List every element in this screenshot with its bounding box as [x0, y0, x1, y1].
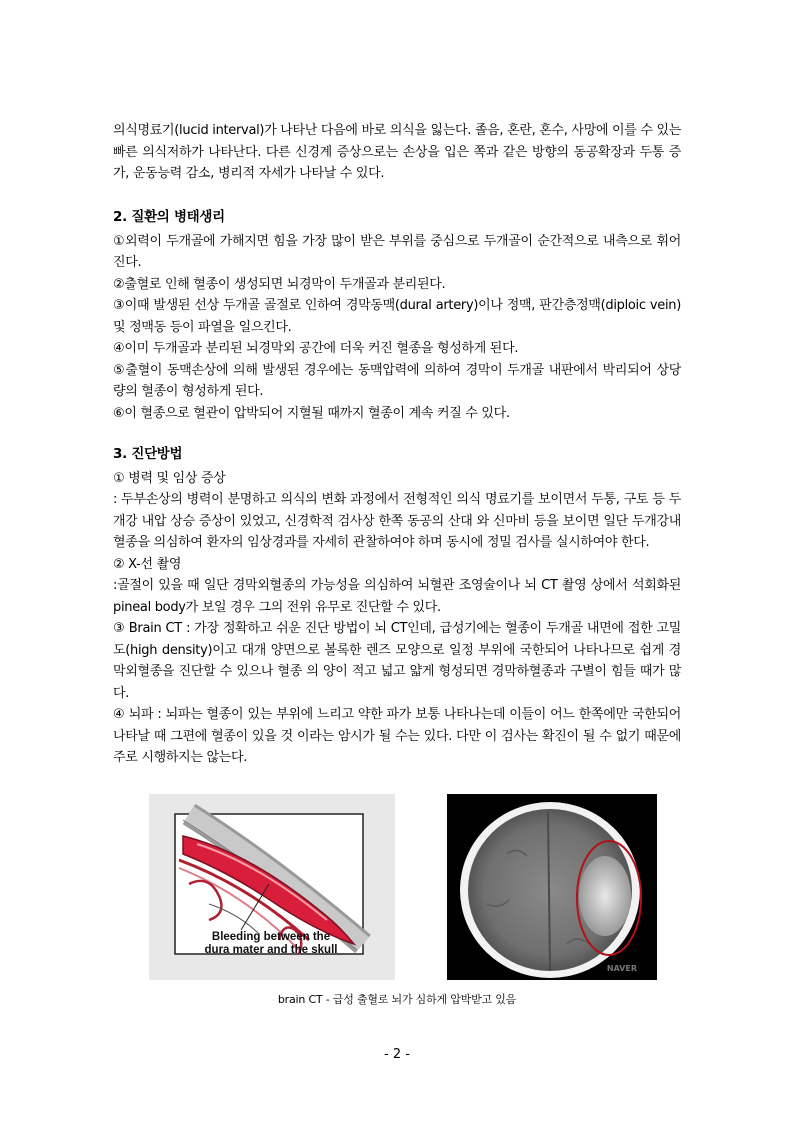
intro-text: 의식명료기(lucid interval)가 나타난 다음에 바로 의식을 잃는다. 졸음, 혼란, 혼수, 사망에 이를 수 있는 빠른 의식저하가 나타난다. 다른 신경계 증상으로는 손상을 입은 쪽과 같은 방향의 동공확장과 두통 증가, 운동능력 감소, 병리적 자세가 나타날 수 있다.: [113, 123, 681, 181]
diagram-label-line1: Bleeding between the: [211, 931, 331, 943]
list-item: ①외력이 두개골에 가해지면 힘을 가장 많이 받은 부위를 중심으로 두개골이 순간적으로 내측으로 휘어진다.: [113, 233, 681, 270]
diagram-svg: [149, 794, 395, 980]
page-number: - 2 -: [384, 1047, 410, 1062]
subsection-text: ③ Brain CT : 가장 정확하고 쉬운 진단 방법이 뇌 CT인데, 급성기에는 혈종이 두개골 내면에 접한 고밀도(high density)이고 대개 양면으로 볼록한 렌즈 모양으로 일정 부위에 국한되어 나타나므로 쉽게 경막외혈종을 진단할 수 있으나 혈종 의 양이 적고 넓고 얇게 형성되면 경막하혈종과 구별이 힘들 때가 많다.: [113, 621, 681, 701]
subsection-title: ① 병력 및 임상 증상: [113, 470, 226, 486]
section-heading: 3. 진단방법: [113, 446, 183, 462]
epidural-hematoma-diagram: [149, 794, 395, 980]
subsection-text: :골절이 있을 때 일단 경막외혈종의 가능성을 의심하여 뇌혈관 조영술이나 뇌 CT 촬영 상에서 석회화된 pineal body가 보일 경우 그의 전위 유무로 진단할 수 있다.: [113, 578, 681, 615]
brain-ct-image: [447, 794, 657, 980]
hematoma-bright-region: [579, 856, 631, 936]
section-heading: 2. 질환의 병태생리: [113, 209, 225, 225]
figure-caption: brain CT - 급성 출혈로 뇌가 심하게 압박받고 있음: [277, 993, 517, 1006]
intro-paragraph: [113, 120, 681, 185]
subsection-text: : 두부손상의 병력이 분명하고 의식의 변화 과정에서 전형적인 의식 명료기를 보이면서 두통, 구토 등 두개강 내압 상승 증상이 있었고, 신경학적 검사상 한쪽 동공의 산대 와 신마비 등을 보이면 일단 두개강내 혈종을 의심하여 환자의 임상경과를 자세히 관찰하여야 하며 동시에 정밀 검사를 실시하여야 한다.: [113, 492, 681, 550]
watermark-text: NAVER: [606, 964, 637, 973]
list-item: ⑥이 혈종으로 혈관이 압박되어 지혈될 때까지 혈종이 계속 커질 수 있다.: [113, 405, 510, 421]
diagram-label-line2: dura mater and the skull: [204, 944, 338, 956]
ct-svg: [447, 794, 657, 980]
list-item: ④이미 두개골과 분리된 뇌경막외 공간에 더욱 커진 혈종을 형성하게 된다.: [113, 341, 519, 356]
list-item: ⑤출혈이 동맥손상에 의해 발생된 경우에는 동맥압력에 의하여 경막이 두개골 내판에서 박리되어 상당량의 혈종이 형성하게 된다.: [113, 362, 681, 399]
section-pathophysiology: [113, 207, 681, 424]
section-diagnosis: [113, 444, 681, 769]
subsection-text: ④ 뇌파 : 뇌파는 혈종이 있는 부위에 느리고 약한 파가 보통 나타나는데 이들이 어느 한쪽에만 국한되어 나타날 때 그편에 혈종이 있을 것 이라는 암시가 될 수는 있다. 다만 이 검사는 확진이 될 수 없기 때문에 주로 시행하지는 않는다.: [113, 707, 681, 765]
list-item: ②출혈로 인해 혈종이 생성되면 뇌경막이 두개골과 분리된다.: [113, 276, 446, 292]
list-item: ③이때 발생된 선상 두개골 골절로 인하여 경막동맥(dural artery)이나 정맥, 판간층정맥(diploic vein) 및 정맥동 등이 파열을 일으킨다.: [113, 298, 681, 335]
subsection-title: ② X-선 촬영: [113, 556, 182, 572]
